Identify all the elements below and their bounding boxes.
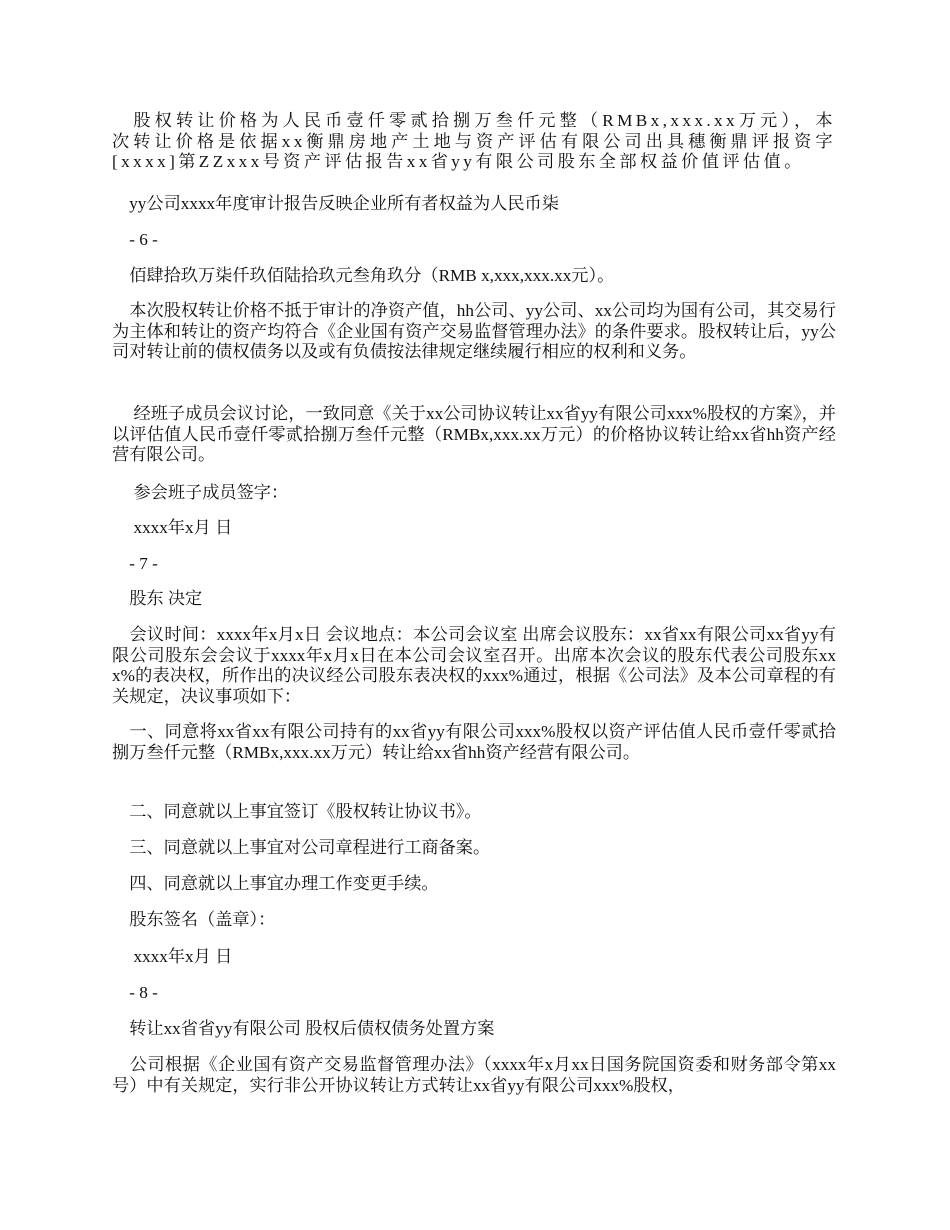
paragraph-transfer-price: 股权转让价格为人民币壹仟零贰拾捌万叁仟元整（RMBx,xxx.xx万元），本次转让价格是依据xx衡鼎房地产土地与资产评估有限公司出具穗衡鼎评报资字[xxxx]第ZZxxx号资产评估报告xx省yy有限公司股东全部权益价值评估值。: [112, 111, 836, 171]
page-number-7: - 7 -: [112, 554, 158, 573]
resolution-item-4: 四、同意就以上事宜办理工作变更手续。: [112, 874, 439, 893]
paragraph-disposal-basis: 公司根据《企业国有资产交易监督管理办法》（xxxx年x月xx日国务院国资委和财务部令第xx号）中有关规定，实行非公开协议转让方式转让xx省yy有限公司xxx%股权，: [112, 1055, 836, 1095]
paragraph-meeting-info: 会议时间：xxxx年x月x日 会议地点：本公司会议室 出席会议股东：xx省xx有限公司xx省yy有限公司股东会会议于xxxx年x月x日在本公司会议室召开。出席本次会议的股东代表公司股东xxx%的表决权，所作出的决议经公司股东表决权的xxx%通过，根据《公司法》及本公司章程的有关规定，决议事项如下：: [112, 625, 836, 706]
resolution-item-2: 二、同意就以上事宜签订《股权转让协议书》。: [112, 802, 482, 821]
shareholder-decision-title: 股东 决定: [112, 589, 203, 608]
resolution-item-1: 一、同意将xx省xx有限公司持有的xx省yy有限公司xxx%股权以资产评估值人民币壹仟零贰拾捌万叁仟元整（RMBx,xxx.xx万元）转让给xx省hh资产经营有限公司。: [112, 722, 836, 762]
shareholder-signature-date: xxxx年x月 日: [112, 947, 233, 966]
team-signature-label: 参会班子成员签字：: [112, 483, 289, 502]
disposal-plan-title: 转让xx省省yy有限公司 股权后债权债务处置方案: [112, 1019, 495, 1038]
shareholder-signature-label: 股东签名（盖章）：: [112, 910, 276, 929]
team-signature-date: xxxx年x月 日: [112, 518, 233, 537]
page-number-8: - 8 -: [112, 983, 158, 1002]
paragraph-team-discussion: 经班子成员会议讨论，一致同意《关于xx公司协议转让xx省yy有限公司xxx%股权的方案》，并以评估值人民币壹仟零贰拾捌万叁仟元整（RMBx,xxx.xx万元）的价格协议转让给xx省hh资产经营有限公司。: [112, 404, 836, 464]
paragraph-audit-report: yy公司xxxx年度审计报告反映企业所有者权益为人民币柒: [112, 194, 559, 213]
paragraph-state-owned: 本次股权转让价格不抵于审计的净资产值，hh公司、yy公司、xx公司均为国有公司，其交易行为主体和转让的资产均符合《企业国有资产交易监督管理办法》的条件要求。股权转让后，yy公司对转让前的债权债务以及或有负债按法律规定继续履行相应的权利和义务。: [112, 301, 836, 361]
resolution-item-3: 三、同意就以上事宜对公司章程进行工商备案。: [112, 838, 491, 857]
page-number-6: - 6 -: [112, 230, 158, 249]
paragraph-equity-amount: 佰肆拾玖万柒仟玖佰陆拾玖元叁角玖分（RMB x,xxx,xxx.xx元）。: [112, 266, 615, 285]
